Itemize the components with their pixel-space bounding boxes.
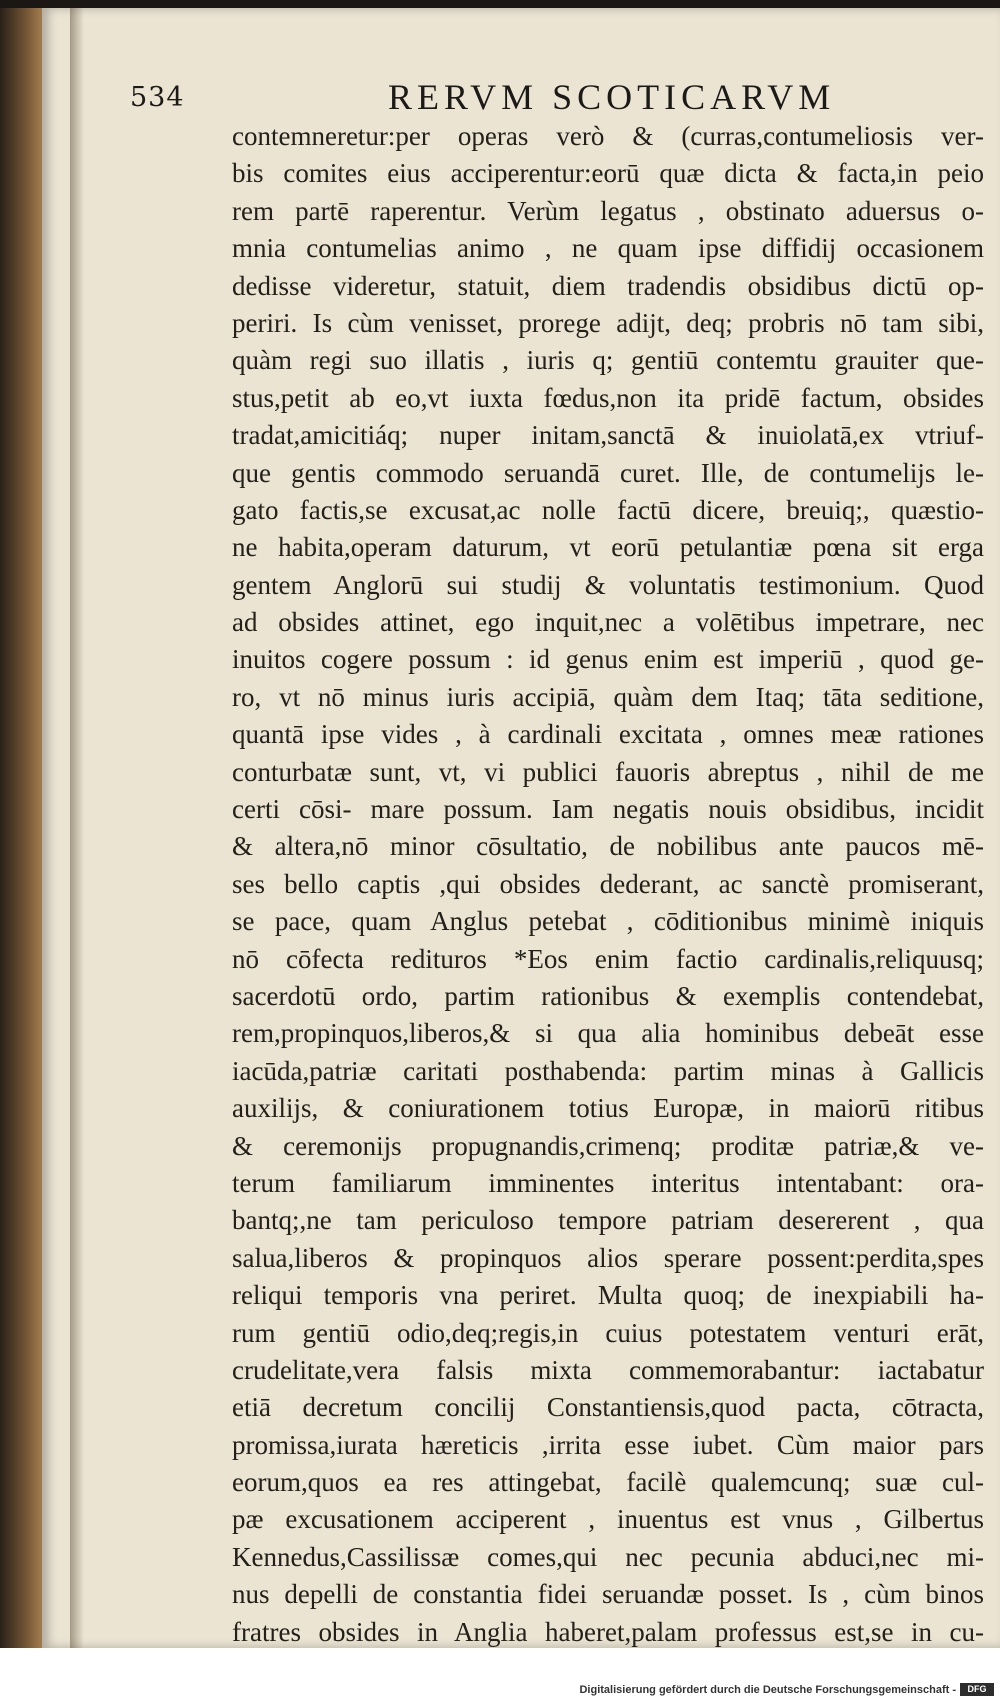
text-line: nus depelli de constantia fidei seruandæ posset. Is , cùm binos [232, 1579, 984, 1610]
text-line: contemneretur:per operas verò & (curras,contumeliosis ver- [232, 121, 984, 151]
text-line: ne habita,operam daturum, vt eorū petulantiæ pœna sit erga [232, 532, 984, 563]
text-line: terum familiarum imminentes interitus intentabant: ora- [232, 1167, 984, 1198]
page-number: 534 [130, 82, 185, 113]
text-line: rum gentiū odio,deq;regis,in cuius potestatem venturi erāt, [232, 1317, 984, 1348]
running-head: RERVM SCOTICARVM [388, 77, 836, 117]
text-line: stus,petit ab eo,vt iuxta fœdus,non ita pridē factum, obsides [232, 382, 984, 413]
text-line: crudelitate,vera falsis mixta commemorabantur: iactabatur [232, 1354, 984, 1385]
text-line: Kennedus,Cassilissæ comes,qui nec pecunia abduci,nec mi- [232, 1541, 984, 1572]
text-line: gentem Anglorū sui studij & voluntatis testimonium. Quod [232, 569, 984, 600]
body-text [232, 118, 984, 1688]
text-line: ro, vt nō minus iuris accipiā, quàm dem Itaq; tāta seditione, [232, 681, 984, 712]
text-line: dedisse videretur, statuit, diem tradendis obsidibus dictū op- [232, 270, 984, 301]
digitization-credit: Digitalisierung gefördert durch die Deutsche Forschungsgemeinschaft - [579, 1684, 956, 1696]
text-line: pæ excusationem acciperent , inuentus est vnus , Gilbertus [232, 1504, 984, 1535]
text-line: eorum,quos ea res attingebat, facilè qualemcunq; suæ cul- [232, 1467, 984, 1498]
text-line: conturbatæ sunt, vt, vi publici fauoris abreptus , nihil de me [232, 756, 984, 787]
text-line: & ceremonijs propugnandis,crimenq; proditæ patriæ,& ve- [232, 1130, 984, 1161]
text-line: que gentis commodo seruandā curet. Ille, de contumelijs le- [232, 457, 984, 488]
text-line: bantq;,ne tam periculoso tempore patriam desererent , qua [232, 1205, 984, 1236]
text-line: & altera,nō minor cōsultatio, de nobilibus ante paucos mē- [232, 831, 984, 862]
text-line: promissa,iurata hæreticis ,irrita esse iubet. Cùm maior pars [232, 1429, 984, 1460]
text-line: etiā decretum concilij Constantiensis,quod pacta, cōtracta, [232, 1392, 984, 1423]
text-line: auxilijs, & coniurationem totius Europæ, in maiorū ritibus [232, 1093, 984, 1124]
text-line: ad obsides attinet, ego inquit,nec a volētibus impetrare, nec [232, 607, 984, 638]
text-line: rem partē raperentur. Verùm legatus , obstinato aduersus o- [232, 195, 984, 226]
text-line: inuitos cogere possum : id genus enim est imperiū , quod ge- [232, 644, 984, 675]
text-line: nō cōfecta redituros *Eos enim factio cardinalis,reliquusq; [232, 943, 984, 974]
text-line: mnia contumelias animo , ne quam ipse diffidij occasionem [232, 233, 984, 264]
text-line: reliqui temporis vna periret. Multa quoq; de inexpiabili ha- [232, 1280, 984, 1311]
text-line: ses bello captis ,qui obsides dederant, ac sanctè promiserant, [232, 868, 984, 899]
text-line: se pace, quam Anglus petebat , cōditionibus minimè iniquis [232, 906, 984, 937]
text-line: gato factis,se excusat,ac nolle factū dicere, breuiq;, quæstio- [232, 494, 984, 525]
text-line: periri. Is cùm venisset, prorege adijt, deq; probris nō tam sibi, [232, 307, 984, 338]
text-line: tradat,amicitiáq; nuper initam,sanctā & inuiolatā,ex vtriuf- [232, 420, 984, 451]
text-line: bis comites eius acciperentur:eorū quæ dicta & facta,in peio [232, 158, 984, 189]
gutter-shadow [70, 8, 84, 1648]
text-line: rem,propinquos,liberos,& si qua alia hominibus debeāt esse [232, 1018, 984, 1049]
text-line: certi cōsi- mare possum. Iam negatis nouis obsidibus, incidit [232, 794, 984, 825]
text-line: quantā ipse vides , à cardinali excitata , omnes meæ rationes [232, 719, 984, 750]
text-line: iacūda,patriæ caritati posthabenda: partim minas à Gallicis [232, 1055, 984, 1086]
text-line: quàm regi suo illatis , iuris q; gentiū contemtu grauiter que- [232, 345, 984, 376]
text-line: sacerdotū ordo, partim rationibus & exemplis contendebat, [232, 980, 984, 1011]
dfg-logo: DFG [960, 1683, 994, 1696]
text-line: salua,liberos & propinquos alios sperare possent:perdita,spes [232, 1242, 984, 1273]
text-line: fratres obsides in Anglia haberet,palam professus est,se in cu- [232, 1616, 984, 1647]
